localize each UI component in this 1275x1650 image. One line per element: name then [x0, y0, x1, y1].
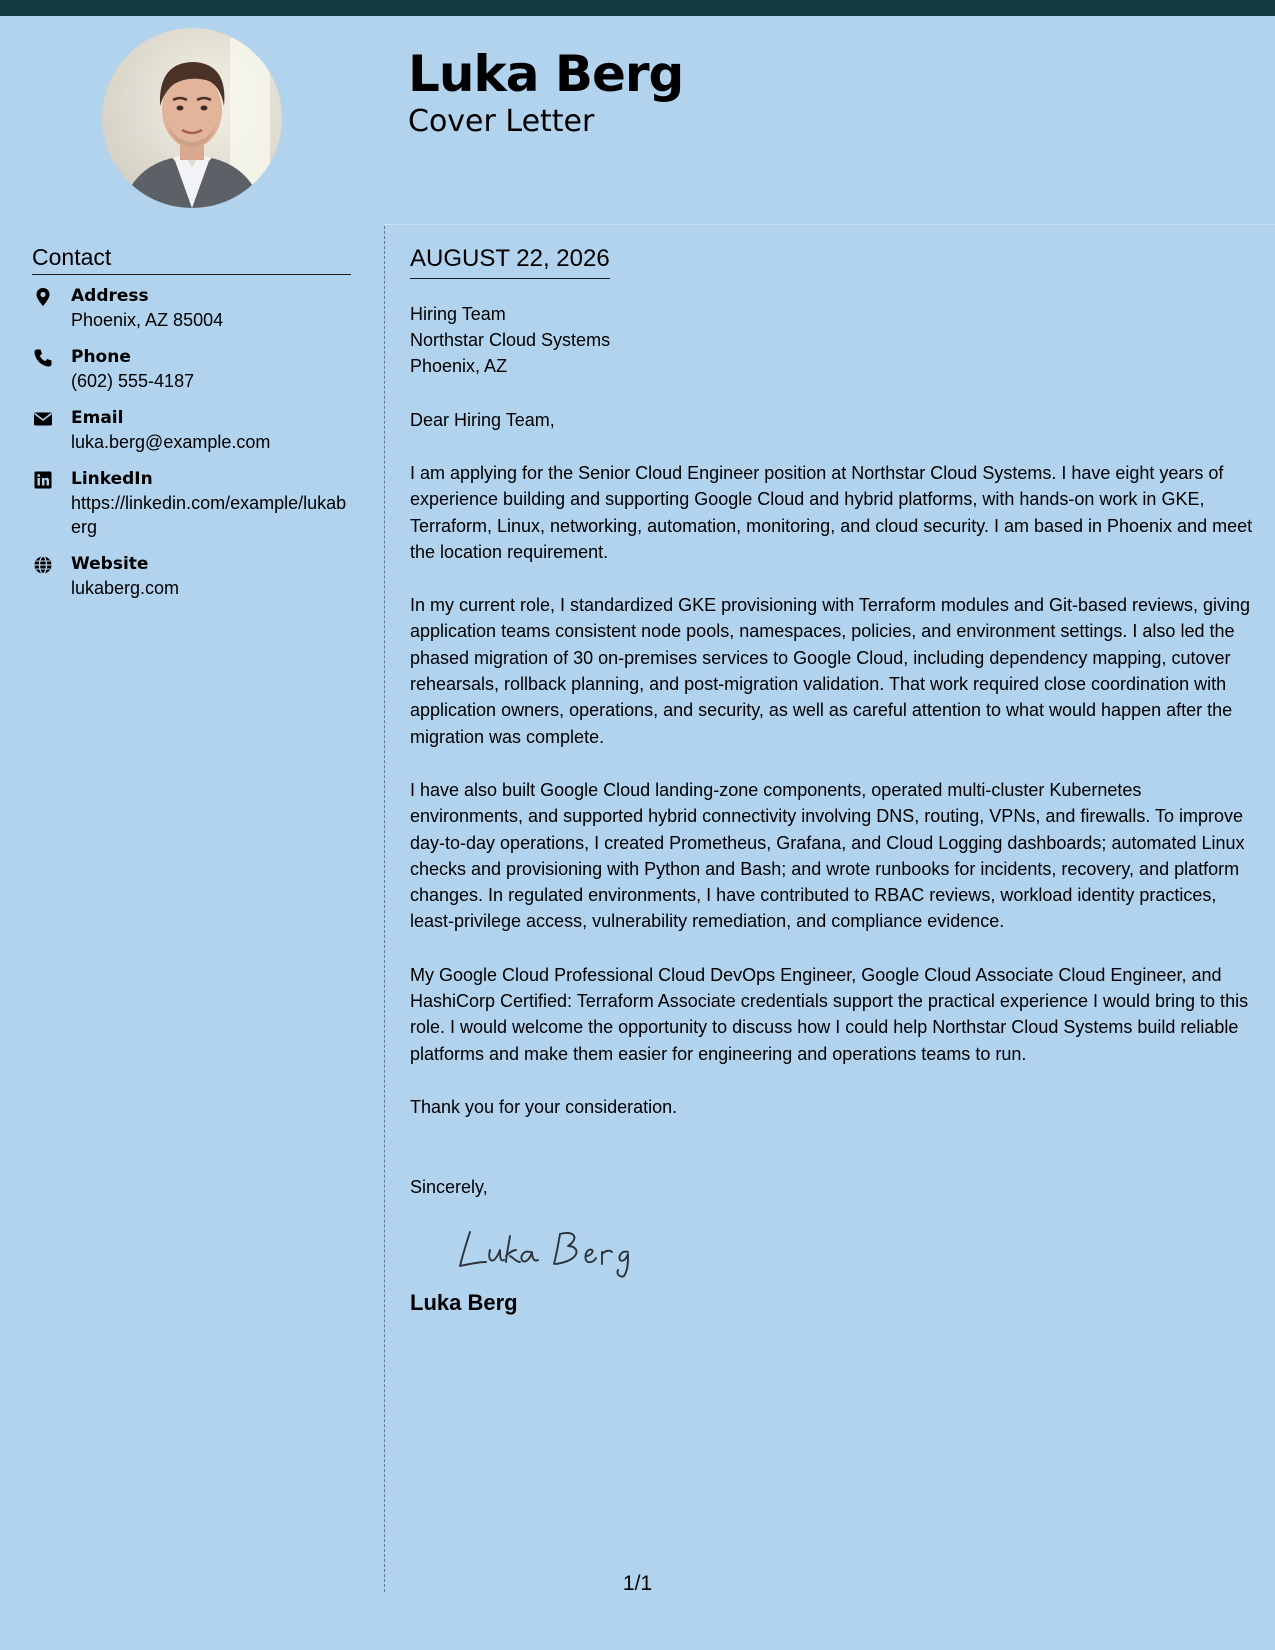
contact-label: Address: [71, 286, 149, 306]
contact-item-website: [32, 552, 362, 600]
column-divider: [384, 226, 385, 1592]
phone-icon: [33, 348, 53, 368]
contact-value: https://linkedin.com/example/lukaberg: [71, 493, 347, 537]
contact-list: [32, 284, 362, 613]
letter-body: [410, 244, 1255, 1318]
recipient-block: [410, 301, 1255, 379]
contact-label: LinkedIn: [71, 469, 153, 489]
document-title: Cover Letter: [408, 104, 595, 139]
letter-date: AUGUST 22, 2026: [410, 244, 610, 279]
contact-label: Email: [71, 408, 124, 428]
contact-label: Phone: [71, 347, 131, 367]
globe-icon: [33, 555, 53, 575]
contact-value: lukaberg.com: [71, 578, 180, 598]
contact-item-linkedin: [32, 467, 362, 539]
handwritten-signature: [456, 1220, 1255, 1280]
body-paragraph: In my current role, I standardized GKE provisioning with Terraform modules and Git-based reviews, giving application teams consistent node pools, namespaces, policies, and environment settings. I also led the phased migration of 30 on-premises services to Google Cloud, including dependency mapping, cutover rehearsals, rollback planning, and post-migration validation. That work required close coordination with application owners, operations, and security, as well as careful attention to what would happen after the migration was complete.: [410, 595, 1251, 747]
signer-name: Luka Berg: [410, 1289, 518, 1315]
closing-line: Thank you for your consideration.: [410, 1096, 678, 1117]
body-paragraph: I am applying for the Senior Cloud Engineer position at Northstar Cloud Systems. I have eight years of experience building and supporting Google Cloud and hybrid platforms, with hands-on work in GKE, Terraform, Linux, networking, automation, monitoring, and cloud security. I am based in Phoenix and meet the location requirement.: [410, 463, 1253, 562]
contact-item-email: [32, 406, 362, 454]
profile-photo: [102, 28, 282, 208]
applicant-name: Luka Berg: [408, 45, 684, 103]
contact-item-phone: [32, 345, 362, 393]
recipient-line: Phoenix, AZ: [410, 356, 508, 376]
recipient-line: Hiring Team: [410, 304, 506, 324]
page-number: 1/1: [622, 1572, 653, 1595]
body-paragraph: My Google Cloud Professional Cloud DevOps Engineer, Google Cloud Associate Cloud Engineer, and HashiCorp Certified: Terraform Associate credentials support the practical experience I would bring to this role. I would welcome the opportunity to discuss how I could help Northstar Cloud Systems build reliable platforms and make them easier for engineering and operations teams to run.: [410, 964, 1249, 1064]
envelope-icon: [33, 409, 53, 429]
contact-value: (602) 555-4187: [71, 371, 195, 391]
sign-off: Sincerely,: [410, 1176, 488, 1197]
salutation: Dear Hiring Team,: [410, 410, 555, 430]
contact-label: Website: [71, 554, 149, 574]
recipient-line: Northstar Cloud Systems: [410, 330, 611, 350]
contact-value: luka.berg@example.com: [71, 432, 271, 452]
body-paragraph: I have also built Google Cloud landing-zone components, operated multi-cluster Kubernetes environments, and supported hybrid connectivity involving DNS, routing, VPNs, and firewalls. To improve day-to-day operations, I created Prometheus, Grafana, and Cloud Logging dashboards; automated Linux checks and provisioning with Python and Bash; and wrote runbooks for incidents, recovery, and platform changes. In regulated environments, I have contributed to RBAC reviews, workload identity practices, least-privilege access, vulnerability remediation, and compliance evidence.: [410, 779, 1245, 932]
header-divider: [384, 224, 1275, 225]
map-pin-icon: [33, 287, 53, 307]
top-accent-bar: [0, 0, 1275, 16]
contact-value: Phoenix, AZ 85004: [71, 310, 224, 330]
contact-item-address: [32, 284, 362, 332]
linkedin-icon: [33, 470, 53, 490]
contact-heading: Contact: [32, 242, 351, 275]
